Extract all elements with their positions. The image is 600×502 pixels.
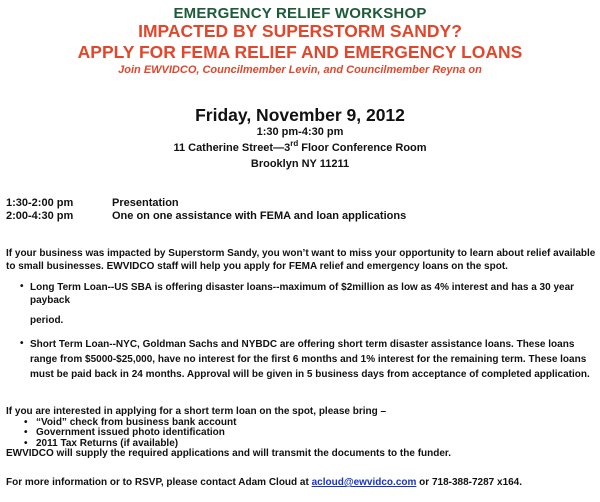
loan-long-term-cont: period. — [30, 315, 64, 326]
contact-post: or 718-388-7287 x164. — [416, 477, 523, 488]
schedule-activity: One on one assistance with FEMA and loan applications — [112, 210, 407, 222]
headline-apply: APPLY FOR FEMA RELIEF AND EMERGENCY LOANS — [77, 42, 523, 62]
event-time: 1:30 pm-4:30 pm — [256, 126, 344, 138]
address-street: 11 Catherine Street—3 — [173, 142, 291, 154]
schedule-row — [6, 210, 406, 222]
bring-item-text: 2011 Tax Returns (if available) — [36, 437, 179, 449]
bullet-icon: • — [20, 281, 24, 292]
bullet-icon: • — [24, 416, 28, 428]
event-address — [0, 139, 600, 154]
headline-impacted: IMPACTED BY SUPERSTORM SANDY? — [138, 21, 462, 41]
address-ordinal: rd — [290, 139, 299, 148]
bring-section — [6, 407, 451, 460]
contact-pre: For more information or to RSVP, please contact Adam Cloud at — [6, 477, 312, 488]
email-link[interactable]: acloud@ewvidco.com — [311, 477, 417, 488]
schedule-row — [6, 197, 179, 209]
schedule-time: 1:30-2:00 pm — [6, 197, 74, 209]
join-line: Join EWVIDCO, Councilmember Levin, and Councilmember Reyna on — [118, 64, 482, 76]
contact-line — [6, 477, 522, 488]
bring-item-text: “Void” check from business bank account — [36, 416, 237, 428]
event-city: Brooklyn NY 11211 — [250, 158, 350, 170]
loan-long-term: Long Term Loan--US SBA is offering disaster loans--maximum of $2million as low as 4% interest and has a 30 year payback — [30, 282, 575, 306]
bullet-icon: • — [24, 437, 28, 449]
schedule-activity: Presentation — [112, 197, 179, 209]
bring-item — [6, 439, 451, 450]
workshop-title: EMERGENCY RELIEF WORKSHOP — [173, 5, 427, 22]
intro-paragraph: If your business was impacted by Superstorm Sandy, you won’t want to miss your opportunity to learn about relief available to small businesses. EWVIDCO staff will help you apply for FEMA relief and emergency loans on the spot. — [6, 248, 596, 272]
schedule-time: 2:00-4:30 pm — [6, 210, 74, 222]
bring-intro: If you are interested in applying for a short term loan on the spot, please bring – — [6, 406, 387, 417]
bullet-icon: • — [20, 338, 24, 349]
bullet-icon: • — [24, 427, 28, 438]
loan-short-term: Short Term Loan--NYC, Goldman Sachs and NYBDC are offering short term disaster assistance loans. These loans range from $5000-$25,000, have no interest for the first 6 months and 1% interest for the remaining term. These loans must be paid back in 24 months. Approval will be given in 5 business days from acceptance of completed application. — [30, 339, 590, 380]
bring-item-text: Government issued photo identification — [36, 427, 225, 438]
event-date: Friday, November 9, 2012 — [195, 105, 405, 125]
bring-outro: EWVIDCO will supply the required applications and will transmit the documents to the funder. — [6, 448, 452, 459]
address-room: Floor Conference Room — [298, 142, 427, 154]
